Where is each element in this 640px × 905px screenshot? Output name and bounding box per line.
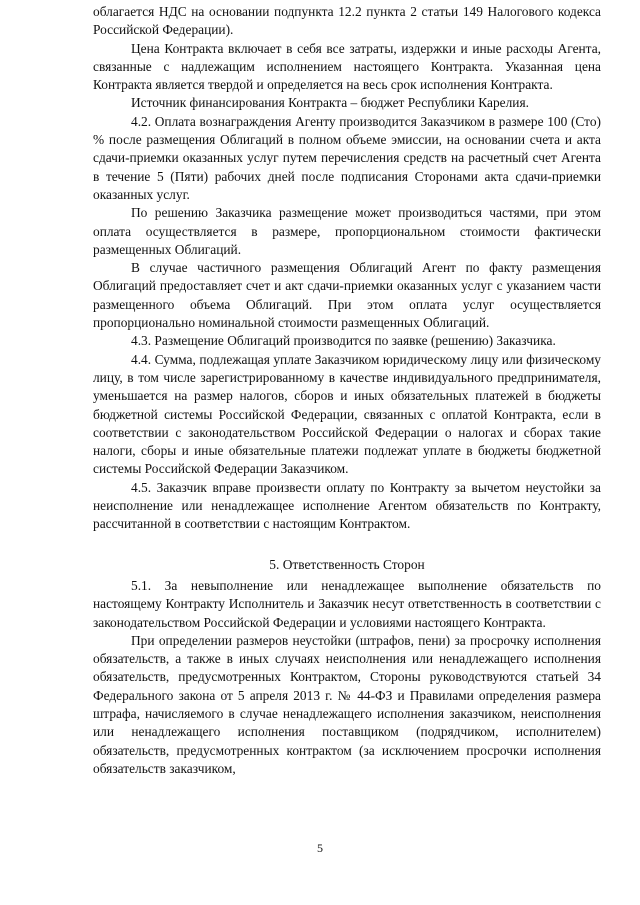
paragraph: Источник финансирования Контракта – бюджет Республики Карелия. [131,95,529,111]
paragraph: Цена Контракта включает в себя все затраты, издержки и иные расходы Агента, связанные с надлежащим исполнением настоящего Контракта. Указанная цена Контракта является твердой и определяется на весь срок исполнения Контракта. [93,40,601,93]
paragraph: 4.2. Оплата вознаграждения Агенту производится Заказчиком в размере 100 (Сто) % после размещения Облигаций в полном объеме эмиссии, на основании счета и акта сдачи-приемки оказанных услуг путем перечисления средств на расчетный счет Агента в течение 5 (Пяти) рабочих дней после подписания Сторонами акта сдачи-приемки оказанных услуг. [93,113,601,202]
paragraphs-before-heading [93,3,601,534]
paragraph: По решению Заказчика размещение может производиться частями, при этом оплата осуществляется в размере, пропорциональном стоимости фактически размещенных Облигаций. [93,205,601,257]
document-body [93,3,601,778]
paragraph: 5.1. За невыполнение или ненадлежащее выполнение обязательств по настоящему Контракту Исполнитель и Заказчик несут ответственность в соответствии с законодательством Российской Федерации и условиями настоящего Контракта. [93,577,601,630]
paragraph: В случае частичного размещения Облигаций Агент по факту размещения Облигаций предоставляет счет и акт сдачи-приемки оказанных услуг с указанием части размещенного объема Облигаций. При этом оплата услуг осуществляется пропорционально номинальной стоимости размещенных Облигаций. [93,260,601,331]
paragraph: При определении размеров неустойки (штрафов, пени) за просрочку исполнения обязательств, а также в иных случаях неисполнения или ненадлежащего исполнения обязательств, предусмотренных Контрактом, Стороны руководствуются статьей 34 Федерального закона от 5 апреля 2013 г. № 44-ФЗ и Правилами определения размера штрафа, начисляемого в случае ненадлежащего исполнения заказчиком, неисполнения или ненадлежащего исполнения поставщиком (подрядчиком, исполнителем) обязательств, предусмотренных контрактом (за исключением просрочки исполнения обязательств заказчиком, [93,632,601,776]
page-number: 5 [317,841,323,855]
paragraph: 4.5. Заказчик вправе произвести оплату по Контракту за вычетом неустойки за неисполнение или ненадлежащее исполнение Агентом обязательств по Контракту, рассчитанной в соответствии с настоящим Контрактом. [93,479,601,532]
paragraph: облагается НДС на основании подпункта 12.2 пункта 2 статьи 149 Налогового кодекса Российской Федерации). [93,4,601,38]
section-heading: 5. Ответственность Сторон [269,556,425,572]
paragraphs-after-heading [93,577,601,778]
paragraph: 4.3. Размещение Облигаций производится по заявке (решению) Заказчика. [131,333,556,349]
paragraph: 4.4. Сумма, подлежащая уплате Заказчиком юридическому лицу или физическому лицу, в том числе зарегистрированному в качестве индивидуального предпринимателя, уменьшается на размер налогов, сборов и иных обязательных платежей в бюджеты бюджетной системы Российской Федерации, связанных с оплатой Контракта, если в соответствии с законодательством Российской Федерации о налогах и сборах такие налоги, сборы и иные обязательные платежи подлежат уплате в бюджеты бюджетной системы Российской Федерации Заказчиком. [93,351,601,477]
